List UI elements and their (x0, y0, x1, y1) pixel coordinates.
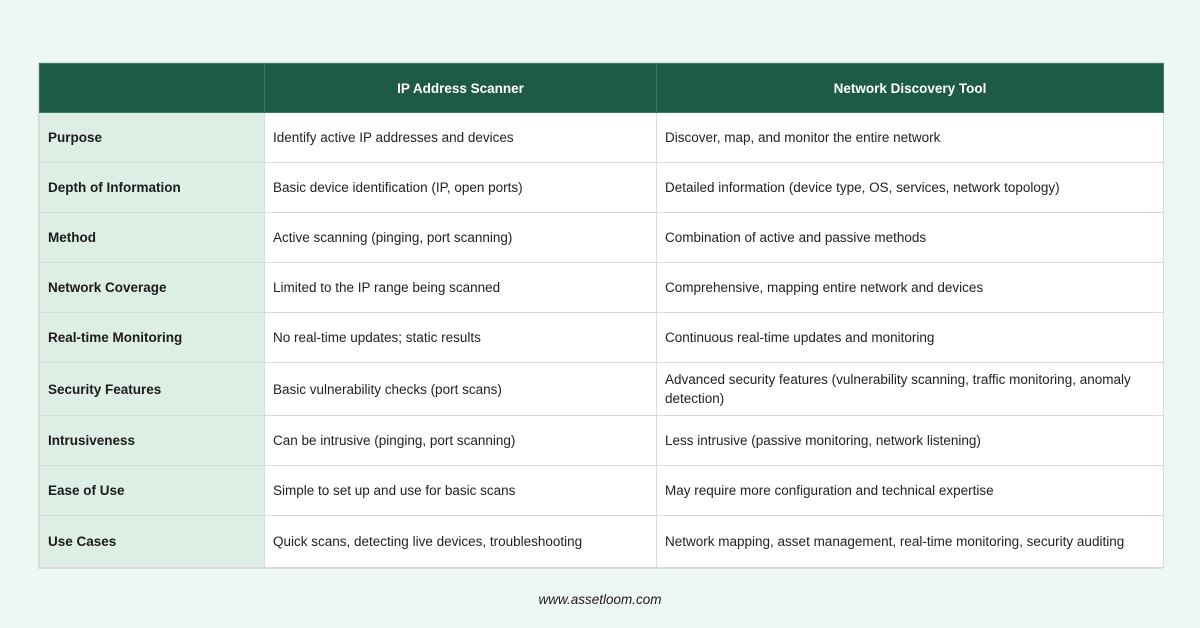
row-label: Method (40, 213, 265, 263)
discovery-tool-cell: Combination of active and passive methods (657, 213, 1164, 263)
discovery-tool-cell: Advanced security features (vulnerability scanning, traffic monitoring, anomaly detection) (657, 363, 1164, 416)
discovery-tool-cell: Network mapping, asset management, real-time monitoring, security auditing (657, 516, 1164, 568)
ip-scanner-cell: Can be intrusive (pinging, port scanning) (265, 416, 657, 466)
table-row (40, 363, 1164, 416)
ip-scanner-cell: Basic device identification (IP, open ports) (265, 163, 657, 213)
discovery-tool-cell: Discover, map, and monitor the entire network (657, 113, 1164, 163)
row-label: Use Cases (40, 516, 265, 568)
comparison-table (39, 63, 1164, 568)
ip-scanner-cell: Identify active IP addresses and devices (265, 113, 657, 163)
row-label: Intrusiveness (40, 416, 265, 466)
table-row (40, 313, 1164, 363)
table-header-row (40, 64, 1164, 113)
ip-scanner-cell: Basic vulnerability checks (port scans) (265, 363, 657, 416)
table-row (40, 263, 1164, 313)
row-label: Ease of Use (40, 466, 265, 516)
ip-scanner-cell: Limited to the IP range being scanned (265, 263, 657, 313)
row-label: Purpose (40, 113, 265, 163)
discovery-tool-cell: Comprehensive, mapping entire network and devices (657, 263, 1164, 313)
ip-scanner-cell: Simple to set up and use for basic scans (265, 466, 657, 516)
comparison-table-container (38, 62, 1162, 569)
ip-scanner-cell: No real-time updates; static results (265, 313, 657, 363)
row-label: Network Coverage (40, 263, 265, 313)
row-label: Real-time Monitoring (40, 313, 265, 363)
header-ip-address-scanner: IP Address Scanner (265, 64, 657, 113)
discovery-tool-cell: Continuous real-time updates and monitoring (657, 313, 1164, 363)
discovery-tool-cell: Less intrusive (passive monitoring, network listening) (657, 416, 1164, 466)
row-label: Security Features (40, 363, 265, 416)
table-row (40, 113, 1164, 163)
header-blank-cell (40, 64, 265, 113)
ip-scanner-cell: Active scanning (pinging, port scanning) (265, 213, 657, 263)
table-row (40, 213, 1164, 263)
website-footer: www.assetloom.com (538, 592, 662, 607)
discovery-tool-cell: May require more configuration and technical expertise (657, 466, 1164, 516)
header-network-discovery-tool: Network Discovery Tool (657, 64, 1164, 113)
table-row (40, 516, 1164, 568)
table-row (40, 163, 1164, 213)
table-row (40, 466, 1164, 516)
ip-scanner-cell: Quick scans, detecting live devices, troubleshooting (265, 516, 657, 568)
discovery-tool-cell: Detailed information (device type, OS, services, network topology) (657, 163, 1164, 213)
table-row (40, 416, 1164, 466)
row-label: Depth of Information (40, 163, 265, 213)
